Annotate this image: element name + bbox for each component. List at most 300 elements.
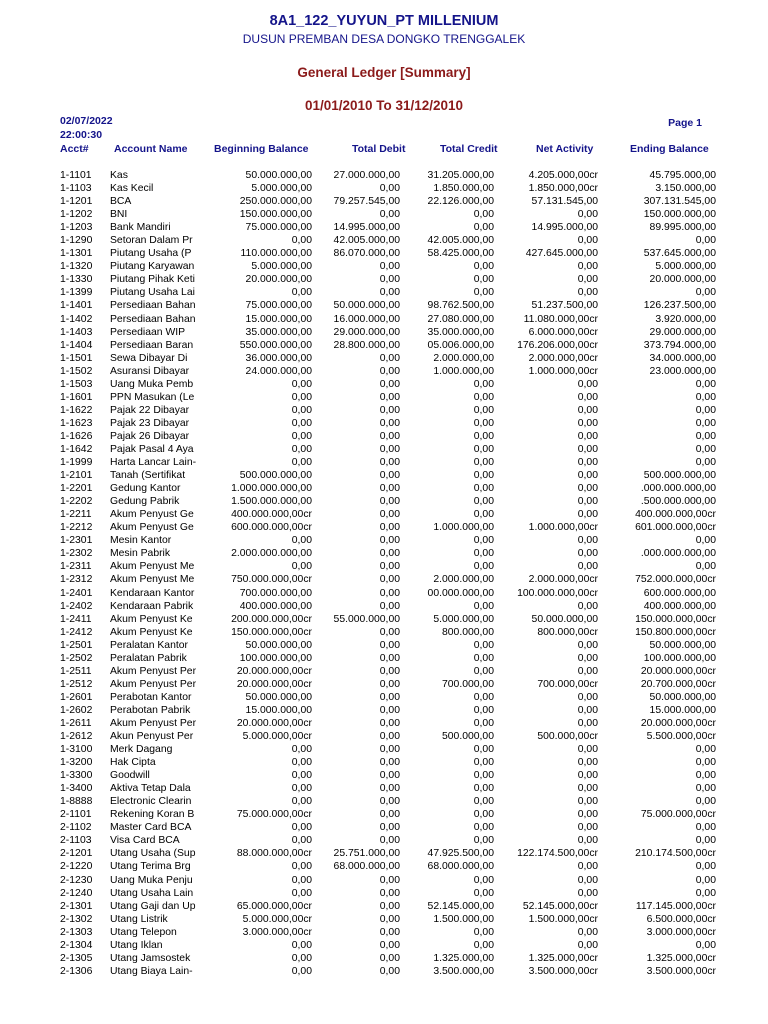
ending-balance-cell: 0,00 <box>695 939 716 951</box>
table-row <box>0 795 768 808</box>
net-activity-cell: 1.325.000,00cr <box>528 952 598 964</box>
ending-balance-cell: 3.150.000,00 <box>655 183 716 195</box>
total-credit-cell: 47.925.500,00 <box>427 848 494 860</box>
ending-balance-cell: 29.000.000,00 <box>649 326 716 338</box>
ledger-rows <box>0 169 768 978</box>
ending-balance-cell: 0,00 <box>695 287 716 299</box>
total-debit-cell: 0,00 <box>379 874 400 886</box>
ending-balance-cell: 0,00 <box>695 561 716 573</box>
beginning-balance-cell: 0,00 <box>291 822 312 834</box>
net-activity-cell: 1.000.000,00cr <box>528 522 598 534</box>
table-row <box>0 808 768 821</box>
total-debit-cell: 0,00 <box>379 770 400 782</box>
acct-cell: 1-1203 <box>60 222 93 234</box>
ending-balance-cell: 752.000.000,00cr <box>635 574 716 586</box>
ending-balance-cell: 75.000.000,00cr <box>640 809 716 821</box>
table-row <box>0 417 768 430</box>
table-row <box>0 260 768 273</box>
acct-cell: 1-2511 <box>60 665 92 677</box>
beginning-balance-cell: 75.000.000,00cr <box>236 809 312 821</box>
total-credit-cell: 0,00 <box>473 822 494 834</box>
account-name-cell: BCA <box>110 196 132 208</box>
total-debit-cell: 0,00 <box>379 952 400 964</box>
net-activity-cell: 50.000.000,00 <box>531 613 598 625</box>
net-activity-cell: 0,00 <box>577 809 598 821</box>
table-row <box>0 430 768 443</box>
beginning-balance-cell: 50.000.000,00 <box>245 691 312 703</box>
total-debit-cell: 0,00 <box>379 665 400 677</box>
beginning-balance-cell: 400.000.000,00 <box>239 600 312 612</box>
acct-cell: 1-2202 <box>60 496 93 508</box>
table-row <box>0 495 768 508</box>
beginning-balance-cell: 500.000.000,00 <box>239 470 312 482</box>
table-row <box>0 587 768 600</box>
net-activity-cell: 176.206.000,00cr <box>517 339 598 351</box>
net-activity-cell: 0,00 <box>577 274 598 286</box>
column-header-beginning: Beginning Balance <box>214 143 309 155</box>
net-activity-cell: 1.500.000,00cr <box>528 913 598 925</box>
account-name-cell: Utang Listrik <box>110 913 168 925</box>
beginning-balance-cell: 0,00 <box>291 952 312 964</box>
table-row <box>0 626 768 639</box>
acct-cell: 1-2201 <box>60 483 93 495</box>
beginning-balance-cell: 5.000.000,00 <box>251 261 312 273</box>
beginning-balance-cell: 0,00 <box>291 457 312 469</box>
net-activity-cell: 0,00 <box>577 391 598 403</box>
total-debit-cell: 0,00 <box>379 352 400 364</box>
table-row <box>0 691 768 704</box>
table-row <box>0 573 768 586</box>
ending-balance-cell: 150.000.000,00cr <box>635 613 716 625</box>
ending-balance-cell: 0,00 <box>695 783 716 795</box>
acct-cell: 1-1502 <box>60 365 93 377</box>
account-name-cell: Akum Penyust Ge <box>110 522 194 534</box>
total-debit-cell: 42.005.000,00 <box>333 235 400 247</box>
net-activity-cell: 0,00 <box>577 783 598 795</box>
ending-balance-cell: 0,00 <box>695 235 716 247</box>
total-debit-cell: 0,00 <box>379 587 400 599</box>
beginning-balance-cell: 0,00 <box>291 430 312 442</box>
table-row <box>0 756 768 769</box>
total-credit-cell: 98.762.500,00 <box>427 300 494 312</box>
ending-balance-cell: 537.645.000,00 <box>643 248 716 260</box>
net-activity-cell: 0,00 <box>577 822 598 834</box>
acct-cell: 1-2311 <box>60 561 92 573</box>
total-credit-cell: 0,00 <box>473 926 494 938</box>
total-credit-cell: 0,00 <box>473 665 494 677</box>
account-name-cell: Harta Lancar Lain- <box>110 457 197 469</box>
table-row <box>0 534 768 547</box>
total-debit-cell: 0,00 <box>379 496 400 508</box>
net-activity-cell: 1.850.000,00cr <box>528 183 598 195</box>
net-activity-cell: 0,00 <box>577 704 598 716</box>
net-activity-cell: 0,00 <box>577 744 598 756</box>
table-row <box>0 482 768 495</box>
acct-cell: 1-2301 <box>60 535 93 547</box>
net-activity-cell: 0,00 <box>577 796 598 808</box>
total-debit-cell: 50.000.000,00 <box>333 300 400 312</box>
net-activity-cell: 0,00 <box>577 209 598 221</box>
net-activity-cell: 0,00 <box>577 287 598 299</box>
net-activity-cell: 0,00 <box>577 887 598 899</box>
net-activity-cell: 800.000,00cr <box>537 626 598 638</box>
total-credit-cell: 0,00 <box>473 783 494 795</box>
account-name-cell: Pajak 23 Dibayar <box>110 417 190 429</box>
acct-cell: 1-2501 <box>60 639 93 651</box>
beginning-balance-cell: 20.000.000,00cr <box>236 665 312 677</box>
account-name-cell: Utang Telepon <box>110 926 177 938</box>
account-name-cell: Akum Penyust Me <box>110 574 195 586</box>
table-row <box>0 469 768 482</box>
acct-cell: 1-1401 <box>60 300 93 312</box>
account-name-cell: Peralatan Pabrik <box>110 652 187 664</box>
table-row <box>0 639 768 652</box>
net-activity-cell: 0,00 <box>577 757 598 769</box>
beginning-balance-cell: 5.000.000,00cr <box>242 731 312 743</box>
account-name-cell: Akum Penyust Per <box>110 678 197 690</box>
ending-balance-cell: 0,00 <box>695 457 716 469</box>
net-activity-cell: 0,00 <box>577 483 598 495</box>
total-credit-cell: 800.000,00 <box>441 626 494 638</box>
acct-cell: 1-1601 <box>60 391 93 403</box>
ending-balance-cell: 0,00 <box>695 443 716 455</box>
table-row <box>0 769 768 782</box>
total-credit-cell: 2.000.000,00 <box>433 352 494 364</box>
account-name-cell: Tanah (Sertifikat <box>110 470 186 482</box>
ending-balance-cell: 45.795.000,00 <box>649 170 716 181</box>
table-row <box>0 926 768 939</box>
account-name-cell: Pajak 22 Dibayar <box>110 404 190 416</box>
beginning-balance-cell: 20.000.000,00cr <box>236 678 312 690</box>
acct-cell: 2-1101 <box>60 809 92 821</box>
table-row <box>0 743 768 756</box>
ending-balance-cell: 0,00 <box>695 822 716 834</box>
account-name-cell: Utang Terima Brg <box>110 861 191 873</box>
account-name-cell: Goodwill <box>110 770 150 782</box>
beginning-balance-cell: 35.000.000,00 <box>245 326 312 338</box>
report-period: 01/01/2010 To 31/12/2010 <box>304 98 464 113</box>
report-title: General Ledger [Summary] <box>297 65 471 80</box>
ending-balance-cell: 5.000.000,00 <box>655 261 716 273</box>
total-credit-cell: 0,00 <box>473 796 494 808</box>
table-row <box>0 404 768 417</box>
account-name-cell: Piutang Karyawan <box>110 261 195 273</box>
total-credit-cell: 0,00 <box>473 209 494 221</box>
table-row <box>0 273 768 286</box>
account-name-cell: Piutang Pihak Keti <box>110 274 195 286</box>
column-header-credit: Total Credit <box>440 143 498 155</box>
table-row <box>0 352 768 365</box>
beginning-balance-cell: 0,00 <box>291 744 312 756</box>
beginning-balance-cell: 0,00 <box>291 835 312 847</box>
acct-cell: 1-2602 <box>60 704 93 716</box>
total-credit-cell: 0,00 <box>473 470 494 482</box>
beginning-balance-cell: 600.000.000,00cr <box>231 522 312 534</box>
beginning-balance-cell: 150.000.000,00 <box>239 209 312 221</box>
beginning-balance-cell: 88.000.000,00cr <box>236 848 312 860</box>
column-header-name: Account Name <box>114 143 188 155</box>
total-debit-cell: 25.751.000,00 <box>333 848 400 860</box>
account-name-cell: Piutang Usaha Lai <box>110 287 195 299</box>
total-credit-cell: 1.500.000,00 <box>433 913 494 925</box>
acct-cell: 2-1220 <box>60 861 93 873</box>
table-row <box>0 508 768 521</box>
table-row <box>0 339 768 352</box>
beginning-balance-cell: 700.000.000,00 <box>239 587 312 599</box>
acct-cell: 2-1103 <box>60 835 92 847</box>
net-activity-cell: 0,00 <box>577 691 598 703</box>
total-debit-cell: 28.800.000,00 <box>333 339 400 351</box>
total-debit-cell: 0,00 <box>379 509 400 521</box>
total-debit-cell: 0,00 <box>379 926 400 938</box>
account-name-cell: Akum Penyust Per <box>110 665 197 677</box>
acct-cell: 1-2401 <box>60 587 93 599</box>
ending-balance-cell: 117.145.000,00cr <box>635 900 716 912</box>
total-credit-cell: 0,00 <box>473 404 494 416</box>
account-name-cell: Hak Cipta <box>110 757 156 769</box>
total-credit-cell: 0,00 <box>473 704 494 716</box>
total-debit-cell: 16.000.000,00 <box>333 313 400 325</box>
column-header-debit: Total Debit <box>352 143 406 155</box>
total-debit-cell: 79.257.545,00 <box>333 196 400 208</box>
acct-cell: 1-8888 <box>60 796 93 808</box>
net-activity-cell: 11.080.000,00cr <box>523 313 598 325</box>
total-debit-cell: 0,00 <box>379 417 400 429</box>
ending-balance-cell: 1.325.000,00cr <box>646 952 716 964</box>
beginning-balance-cell: 20.000.000,00cr <box>236 717 312 729</box>
acct-cell: 1-1301 <box>60 248 93 260</box>
acct-cell: 1-1503 <box>60 378 93 390</box>
acct-cell: 1-1623 <box>60 417 93 429</box>
account-name-cell: Bank Mandiri <box>110 222 171 234</box>
acct-cell: 1-2302 <box>60 548 93 560</box>
total-debit-cell: 0,00 <box>379 757 400 769</box>
net-activity-cell: 14.995.000,00 <box>531 222 598 234</box>
account-name-cell: Persediaan Bahan <box>110 300 196 312</box>
total-debit-cell: 0,00 <box>379 457 400 469</box>
total-debit-cell: 0,00 <box>379 483 400 495</box>
total-debit-cell: 0,00 <box>379 470 400 482</box>
net-activity-cell: 0,00 <box>577 874 598 886</box>
total-credit-cell: 0,00 <box>473 287 494 299</box>
total-debit-cell: 0,00 <box>379 783 400 795</box>
table-row <box>0 456 768 469</box>
total-credit-cell: 0,00 <box>473 535 494 547</box>
print-date: 02/07/2022 <box>60 115 113 127</box>
beginning-balance-cell: 50.000.000,00 <box>245 170 312 181</box>
net-activity-cell: 700.000,00cr <box>537 678 598 690</box>
beginning-balance-cell: 0,00 <box>291 417 312 429</box>
acct-cell: 1-3200 <box>60 757 93 769</box>
ending-balance-cell: .000.000.000,00 <box>640 548 716 560</box>
company-name: 8A1_122_YUYUN_PT MILLENIUM <box>269 13 499 29</box>
beginning-balance-cell: 75.000.000,00 <box>245 222 312 234</box>
table-row <box>0 834 768 847</box>
ending-balance-cell: 126.237.500,00 <box>643 300 716 312</box>
net-activity-cell: 0,00 <box>577 496 598 508</box>
net-activity-cell: 0,00 <box>577 861 598 873</box>
account-name-cell: Sewa Dibayar Di <box>110 352 188 364</box>
ending-balance-cell: 6.500.000,00cr <box>646 913 716 925</box>
beginning-balance-cell: 0,00 <box>291 939 312 951</box>
beginning-balance-cell: 0,00 <box>291 235 312 247</box>
account-name-cell: Persediaan WIP <box>110 326 186 338</box>
table-row <box>0 717 768 730</box>
account-name-cell: Kendaraan Pabrik <box>110 600 194 612</box>
ending-balance-cell: 400.000.000,00cr <box>635 509 716 521</box>
account-name-cell: Kas <box>110 170 128 181</box>
table-row <box>0 913 768 926</box>
acct-cell: 1-2502 <box>60 652 93 664</box>
beginning-balance-cell: 0,00 <box>291 561 312 573</box>
total-debit-cell: 0,00 <box>379 939 400 951</box>
table-row <box>0 965 768 978</box>
total-credit-cell: 0,00 <box>473 600 494 612</box>
total-credit-cell: 52.145.000,00 <box>427 900 494 912</box>
table-row <box>0 874 768 887</box>
total-debit-cell: 0,00 <box>379 430 400 442</box>
total-credit-cell: 0,00 <box>473 770 494 782</box>
total-credit-cell: 0,00 <box>473 378 494 390</box>
net-activity-cell: 0,00 <box>577 835 598 847</box>
beginning-balance-cell: 100.000.000,00 <box>239 652 312 664</box>
acct-cell: 2-1102 <box>60 822 92 834</box>
acct-cell: 1-2312 <box>60 574 93 586</box>
net-activity-cell: 0,00 <box>577 939 598 951</box>
total-credit-cell: 0,00 <box>473 939 494 951</box>
total-debit-cell: 0,00 <box>379 900 400 912</box>
account-name-cell: Akum Penyust Me <box>110 561 195 573</box>
total-debit-cell: 0,00 <box>379 548 400 560</box>
total-debit-cell: 0,00 <box>379 678 400 690</box>
total-credit-cell: 0,00 <box>473 874 494 886</box>
beginning-balance-cell: 15.000.000,00 <box>245 704 312 716</box>
total-debit-cell: 0,00 <box>379 717 400 729</box>
acct-cell: 1-1290 <box>60 235 93 247</box>
ending-balance-cell: 0,00 <box>695 378 716 390</box>
acct-cell: 2-1201 <box>60 848 93 860</box>
table-row <box>0 652 768 665</box>
net-activity-cell: 0,00 <box>577 535 598 547</box>
table-row <box>0 547 768 560</box>
ending-balance-cell: 0,00 <box>695 770 716 782</box>
print-time: 22:00:30 <box>60 129 103 141</box>
net-activity-cell: 500.000,00cr <box>537 731 598 743</box>
account-name-cell: Pajak Pasal 4 Aya <box>110 443 194 455</box>
total-credit-cell: 0,00 <box>473 835 494 847</box>
table-row <box>0 939 768 952</box>
total-credit-cell: 700.000,00 <box>441 678 494 690</box>
ending-balance-cell: 0,00 <box>695 391 716 403</box>
net-activity-cell: 0,00 <box>577 548 598 560</box>
beginning-balance-cell: 3.000.000,00cr <box>242 926 312 938</box>
total-debit-cell: 0,00 <box>379 600 400 612</box>
beginning-balance-cell: 0,00 <box>291 757 312 769</box>
account-name-cell: PPN Masukan (Le <box>110 391 195 403</box>
acct-cell: 1-1501 <box>60 352 93 364</box>
ending-balance-cell: 0,00 <box>695 835 716 847</box>
net-activity-cell: 4.205.000,00cr <box>528 170 598 181</box>
table-row <box>0 286 768 299</box>
total-debit-cell: 0,00 <box>379 796 400 808</box>
total-credit-cell: 0,00 <box>473 548 494 560</box>
total-credit-cell: 0,00 <box>473 744 494 756</box>
net-activity-cell: 0,00 <box>577 639 598 651</box>
acct-cell: 2-1230 <box>60 874 93 886</box>
total-debit-cell: 0,00 <box>379 404 400 416</box>
total-debit-cell: 0,00 <box>379 809 400 821</box>
total-credit-cell: 0,00 <box>473 496 494 508</box>
total-credit-cell: 0,00 <box>473 691 494 703</box>
acct-cell: 1-2211 <box>60 509 92 521</box>
total-credit-cell: 68.000.000,00 <box>427 861 494 873</box>
table-row <box>0 169 768 182</box>
ending-balance-cell: 0,00 <box>695 861 716 873</box>
total-debit-cell: 0,00 <box>379 822 400 834</box>
account-name-cell: Asuransi Dibayar <box>110 365 190 377</box>
beginning-balance-cell: 0,00 <box>291 287 312 299</box>
net-activity-cell: 0,00 <box>577 430 598 442</box>
table-row <box>0 782 768 795</box>
beginning-balance-cell: 20.000.000,00 <box>245 274 312 286</box>
beginning-balance-cell: 0,00 <box>291 770 312 782</box>
table-row <box>0 247 768 260</box>
page-number: Page 1 <box>668 117 702 129</box>
ending-balance-cell: 0,00 <box>695 744 716 756</box>
total-credit-cell: 0,00 <box>473 483 494 495</box>
beginning-balance-cell: 5.000.000,00cr <box>242 913 312 925</box>
table-row <box>0 182 768 195</box>
total-credit-cell: 1.000.000,00 <box>433 522 494 534</box>
beginning-balance-cell: 200.000.000,00cr <box>231 613 312 625</box>
beginning-balance-cell: 5.000.000,00 <box>251 183 312 195</box>
column-header-row <box>0 143 768 159</box>
ending-balance-cell: 3.000.000,00cr <box>646 926 716 938</box>
beginning-balance-cell: 1.000.000.000,00 <box>231 483 312 495</box>
account-name-cell: Merk Dagang <box>110 744 173 756</box>
acct-cell: 2-1304 <box>60 939 93 951</box>
account-name-cell: Gedung Kantor <box>110 483 181 495</box>
beginning-balance-cell: 150.000.000,00cr <box>231 626 312 638</box>
table-row <box>0 730 768 743</box>
acct-cell: 1-1201 <box>60 196 93 208</box>
account-name-cell: Akum Penyust Ge <box>110 509 194 521</box>
beginning-balance-cell: 550.000.000,00 <box>239 339 312 351</box>
total-debit-cell: 27.000.000,00 <box>333 170 400 181</box>
total-credit-cell: 35.000.000,00 <box>427 326 494 338</box>
acct-cell: 1-1320 <box>60 261 93 273</box>
net-activity-cell: 0,00 <box>577 717 598 729</box>
ending-balance-cell: 373.794.000,00 <box>643 339 716 351</box>
column-header-net: Net Activity <box>536 143 594 155</box>
company-address: DUSUN PREMBAN DESA DONGKO TRENGGALEK <box>242 32 526 46</box>
table-row <box>0 313 768 326</box>
ending-balance-cell: 0,00 <box>695 430 716 442</box>
ending-balance-cell: 601.000.000,00cr <box>635 522 716 534</box>
beginning-balance-cell: 250.000.000,00 <box>239 196 312 208</box>
table-row <box>0 860 768 873</box>
net-activity-cell: 0,00 <box>577 378 598 390</box>
account-name-cell: Akum Penyust Ke <box>110 626 193 638</box>
net-activity-cell: 51.237.500,00 <box>531 300 598 312</box>
beginning-balance-cell: 36.000.000,00 <box>245 352 312 364</box>
ending-balance-cell: 150.800.000,00cr <box>635 626 716 638</box>
account-name-cell: Peralatan Kantor <box>110 639 188 651</box>
acct-cell: 1-2612 <box>60 731 93 743</box>
account-name-cell: Utang Usaha Lain <box>110 887 194 899</box>
table-row <box>0 299 768 312</box>
account-name-cell: Akum Penyust Per <box>110 717 197 729</box>
